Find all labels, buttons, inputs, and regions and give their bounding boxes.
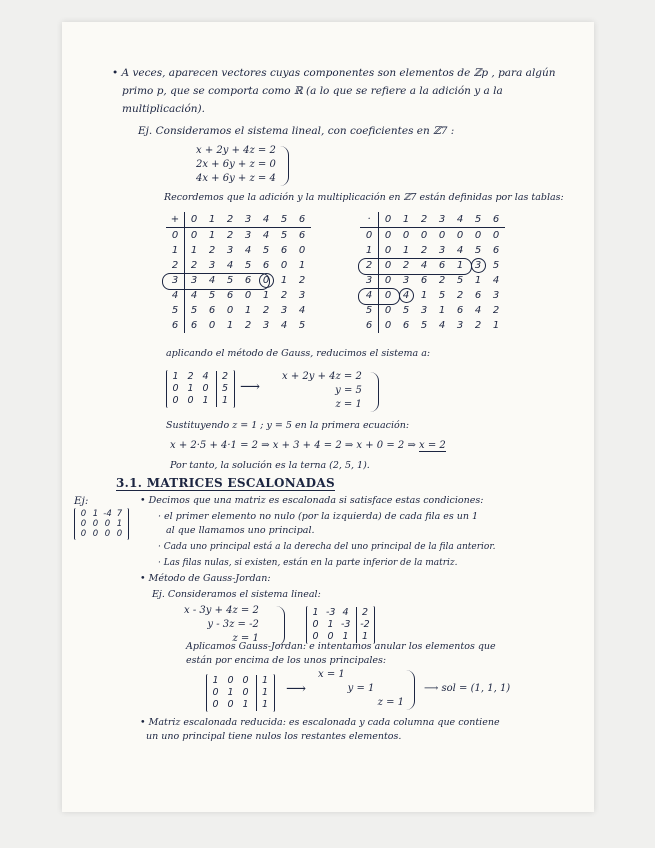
table-cell: 2 bbox=[360, 258, 379, 273]
example1-system bbox=[196, 144, 276, 186]
matrix-entry: 1 bbox=[312, 607, 319, 618]
table-cell: 0 bbox=[190, 230, 198, 241]
matrix-entry: 0 bbox=[172, 383, 179, 394]
table-cell: 5 bbox=[244, 260, 252, 271]
table-cell: 4 bbox=[492, 275, 500, 286]
matrix-row bbox=[211, 675, 270, 687]
matrix-entry: 1 bbox=[92, 509, 99, 519]
row-highlight bbox=[162, 273, 270, 290]
substitution-calc bbox=[170, 439, 446, 453]
matrix-row bbox=[79, 529, 124, 539]
table-cell: 6 bbox=[280, 245, 288, 256]
table-cell: 0 bbox=[166, 228, 185, 244]
table-cell: 4 bbox=[226, 260, 234, 271]
matrix-entry: 1 bbox=[212, 675, 219, 686]
table-cell: 4 bbox=[244, 245, 252, 256]
calc-text: x + 2·5 + 4·1 = 2 ⇒ x + 3 + 4 = 2 ⇒ x + 0 = 2 ⇒ bbox=[170, 440, 416, 451]
table-cell: 3 bbox=[360, 273, 379, 288]
intro-line-1: • A veces, aparecen vectores cuyas componentes son elementos de ℤp , para algún bbox=[112, 67, 556, 79]
matrix-entry: 7 bbox=[116, 509, 123, 519]
table-cell: 2 bbox=[456, 290, 464, 301]
table-cell: 0 bbox=[208, 320, 216, 331]
solution-system bbox=[318, 668, 404, 710]
example2-title: Ej. Consideramos el sistema lineal: bbox=[152, 589, 321, 600]
matrix-row bbox=[79, 519, 124, 529]
table-row bbox=[166, 303, 311, 318]
table-cell: 2 bbox=[280, 290, 288, 301]
table-cell: 2 bbox=[190, 260, 198, 271]
table-cell: 4 bbox=[438, 320, 446, 331]
table-cell: 1 bbox=[360, 243, 379, 258]
matrix-entry: 1 bbox=[356, 631, 370, 643]
matrix-entry: -2 bbox=[356, 619, 370, 631]
equation: 4x + 6y + z = 4 bbox=[196, 173, 276, 184]
table-cell: 0 bbox=[384, 230, 392, 241]
table-cell: 4 bbox=[166, 288, 185, 303]
table-cell: 6 bbox=[293, 212, 311, 228]
circled-value: 4 bbox=[399, 288, 414, 303]
table-cell: 0 bbox=[384, 290, 392, 301]
reduced-echelon-matrix bbox=[206, 674, 275, 712]
apply-text-2: están por encima de los unos principales: bbox=[186, 655, 387, 666]
table-cell: 5 bbox=[275, 212, 293, 228]
matrix-entry: 0 bbox=[242, 675, 249, 686]
matrix-row bbox=[211, 699, 270, 711]
table-row bbox=[166, 243, 311, 258]
intro-line-2: primo p, que se comporta como ℝ (a lo que se refiere a la adición y a la bbox=[122, 85, 503, 97]
table-cell: 3 bbox=[433, 212, 451, 228]
table-cell: 4 bbox=[456, 245, 464, 256]
table-cell: 5 bbox=[190, 305, 198, 316]
table-cell: 2 bbox=[244, 320, 252, 331]
condition-3: · Las filas nulas, si existen, están en la parte inferior de la matriz. bbox=[158, 558, 458, 568]
table-cell: 0 bbox=[379, 212, 398, 228]
matrix-row bbox=[311, 607, 370, 619]
table-cell: 5 bbox=[298, 320, 306, 331]
equation: y = 1 bbox=[347, 683, 375, 694]
table-cell: 2 bbox=[415, 212, 433, 228]
table-cell: 2 bbox=[402, 260, 410, 271]
table-cell: 0 bbox=[298, 245, 306, 256]
matrix-entry: 0 bbox=[172, 395, 179, 406]
table-cell: 3 bbox=[226, 245, 234, 256]
matrix-entry: 0 bbox=[327, 631, 334, 642]
table-cell: 1 bbox=[456, 260, 464, 271]
table-cell: 6 bbox=[244, 275, 252, 286]
matrix-row bbox=[171, 383, 230, 395]
table-cell: 0 bbox=[456, 230, 464, 241]
matrix-entry: 0 bbox=[80, 509, 87, 519]
equation: x + 2y + 4z = 2 bbox=[196, 145, 276, 156]
table-row bbox=[166, 258, 311, 273]
table-cell: 2 bbox=[438, 275, 446, 286]
table-cell: 4 bbox=[280, 320, 288, 331]
matrix-entry: 0 bbox=[92, 519, 99, 529]
table-cell: 1 bbox=[262, 290, 270, 301]
table-cell: 5 bbox=[360, 303, 379, 318]
matrix-entry: 1 bbox=[256, 675, 270, 687]
table-cell: 2 bbox=[262, 305, 270, 316]
table-cell: 1 bbox=[474, 275, 482, 286]
table-header-row bbox=[166, 212, 311, 228]
table-cell: 4 bbox=[208, 275, 216, 286]
table-cell: 6 bbox=[456, 305, 464, 316]
table-cell: 3 bbox=[280, 305, 288, 316]
table-row bbox=[360, 318, 505, 333]
equation: z = 1 bbox=[232, 633, 259, 644]
result-x: x = 2 bbox=[419, 440, 446, 451]
table-cell: 2 bbox=[492, 305, 500, 316]
table-cell: 0 bbox=[226, 305, 234, 316]
table-cell: 5 bbox=[456, 275, 464, 286]
matrix-entry: -3 bbox=[326, 607, 336, 618]
table-cell: 0 bbox=[438, 230, 446, 241]
reduced-matrix bbox=[166, 370, 235, 408]
table-cell: 2 bbox=[474, 320, 482, 331]
arrow: ⟶ bbox=[286, 681, 307, 697]
table-cell: 1 bbox=[190, 245, 198, 256]
table-cell: 0 bbox=[492, 230, 500, 241]
example-echelon-matrix bbox=[74, 508, 129, 540]
table-cell: 5 bbox=[492, 260, 500, 271]
matrix-entry: 1 bbox=[227, 687, 234, 698]
table-row bbox=[166, 228, 311, 244]
equation: x - 3y + 4z = 2 bbox=[184, 605, 259, 616]
example2-matrix bbox=[306, 606, 375, 644]
matrix-entry: 0 bbox=[202, 383, 209, 394]
table-cell: 0 bbox=[244, 290, 252, 301]
matrix-entry: 0 bbox=[212, 699, 219, 710]
matrix-entry: 2 bbox=[187, 371, 194, 382]
condition-1b: al que llamamos uno principal. bbox=[166, 525, 315, 536]
matrix-entry: 0 bbox=[116, 529, 123, 539]
table-cell: 3 bbox=[239, 212, 257, 228]
matrix-entry: 0 bbox=[227, 675, 234, 686]
substitution-text: Sustituyendo z = 1 ; y = 5 en la primera ecuación: bbox=[166, 420, 410, 431]
table-row bbox=[166, 318, 311, 333]
matrix-entry: -3 bbox=[341, 619, 351, 630]
matrix-entry: 0 bbox=[312, 631, 319, 642]
matrix-entry: 0 bbox=[80, 529, 87, 539]
table-cell: 4 bbox=[298, 305, 306, 316]
table-cell: 0 bbox=[384, 320, 392, 331]
matrix-entry: 5 bbox=[216, 383, 230, 395]
reduced-definition-1: • Matriz escalonada reducida: es escalonada y cada columna que contiene bbox=[140, 717, 500, 728]
table-cell: 3 bbox=[492, 290, 500, 301]
equation: z = 1 bbox=[377, 697, 404, 708]
table-cell: 3 bbox=[244, 230, 252, 241]
table-cell: 6 bbox=[208, 305, 216, 316]
table-cell: 1 bbox=[208, 230, 216, 241]
reduced-system bbox=[282, 370, 362, 412]
matrix-entry: 1 bbox=[256, 699, 270, 711]
matrix-row bbox=[171, 395, 230, 407]
table-cell: 3 bbox=[402, 275, 410, 286]
matrix-entry: 1 bbox=[327, 619, 334, 630]
table-cell: 6 bbox=[474, 290, 482, 301]
matrix-entry: 1 bbox=[342, 631, 349, 642]
table-cell: 3 bbox=[166, 273, 185, 288]
matrix-entry: 1 bbox=[202, 395, 209, 406]
matrix-entry: 2 bbox=[356, 607, 370, 619]
table-cell: 0 bbox=[280, 260, 288, 271]
table-cell: 3 bbox=[438, 245, 446, 256]
equation: y - 3z = -2 bbox=[207, 619, 259, 630]
matrix-entry: 1 bbox=[256, 687, 270, 699]
table-cell: 3 bbox=[456, 320, 464, 331]
table-cell: 3 bbox=[420, 305, 428, 316]
table-row bbox=[360, 243, 505, 258]
matrix-entry: 0 bbox=[80, 519, 87, 529]
table-cell: 3 bbox=[298, 290, 306, 301]
table-cell: 3 bbox=[208, 260, 216, 271]
table-cell: 4 bbox=[257, 212, 275, 228]
table-cell: 5 bbox=[402, 305, 410, 316]
table-cell: 1 bbox=[397, 212, 415, 228]
matrix-entry: 4 bbox=[202, 371, 209, 382]
section-title bbox=[116, 476, 335, 490]
matrix-entry: 1 bbox=[242, 699, 249, 710]
matrix-row bbox=[79, 509, 124, 519]
table-cell: 1 bbox=[166, 243, 185, 258]
gauss-jordan-bullet: • Método de Gauss-Jordan: bbox=[140, 573, 271, 584]
table-cell: 4 bbox=[474, 305, 482, 316]
equation: x + 2y + 4z = 2 bbox=[282, 371, 362, 382]
matrix-entry: 0 bbox=[187, 395, 194, 406]
example1-title: Ej. Consideramos el sistema lineal, con coeficientes en ℤ7 : bbox=[138, 125, 455, 137]
table-cell: 6 bbox=[492, 245, 500, 256]
matrix-entry: 1 bbox=[172, 371, 179, 382]
reduced-definition-2: un uno principal tiene nulos los restantes elementos. bbox=[146, 731, 402, 742]
table-cell: 2 bbox=[298, 275, 306, 286]
table-cell: 0 bbox=[384, 260, 392, 271]
table-cell: 6 bbox=[360, 318, 379, 333]
table-cell: 0 bbox=[402, 230, 410, 241]
equation: x = 1 bbox=[318, 669, 345, 680]
table-cell: 6 bbox=[402, 320, 410, 331]
table-cell: 6 bbox=[487, 212, 505, 228]
table-cell: 2 bbox=[208, 245, 216, 256]
table-cell: 1 bbox=[438, 305, 446, 316]
table-cell: 3 bbox=[190, 275, 198, 286]
table-cell: 2 bbox=[420, 245, 428, 256]
equation: 2x + 6y + z = 0 bbox=[196, 159, 276, 170]
matrix-entry: 0 bbox=[104, 529, 111, 539]
table-header-row bbox=[360, 212, 505, 228]
condition-2: · Cada uno principal está a la derecha del uno principal de la fila anterior. bbox=[158, 542, 496, 552]
table-row bbox=[166, 288, 311, 303]
table-cell: 5 bbox=[420, 320, 428, 331]
table-cell: 1 bbox=[226, 320, 234, 331]
table-cell: 6 bbox=[420, 275, 428, 286]
table-cell: · bbox=[360, 212, 379, 228]
definition-bullet: • Decimos que una matriz es escalonada si satisface estas condiciones: bbox=[140, 495, 484, 506]
table-cell: 1 bbox=[280, 275, 288, 286]
table-cell: 5 bbox=[208, 290, 216, 301]
ej-label: Ej: bbox=[74, 495, 89, 507]
section-title-text: 3.1. MATRICES ESCALONADAS bbox=[116, 476, 335, 490]
matrix-entry: 0 bbox=[242, 687, 249, 698]
apply-text-1: Aplicamos Gauss-Jordan: e intentamos anular los elementos que bbox=[186, 641, 496, 652]
table-cell: 5 bbox=[474, 245, 482, 256]
row-highlight bbox=[358, 288, 400, 305]
tables-intro: Recordemos que la adición y la multiplicación en ℤ7 están definidas por las tablas: bbox=[164, 192, 564, 203]
table-cell: 0 bbox=[360, 228, 379, 244]
solution: ⟶ sol = (1, 1, 1) bbox=[424, 683, 511, 694]
matrix-entry: 0 bbox=[92, 529, 99, 539]
table-cell: 6 bbox=[190, 320, 198, 331]
table-cell: 2 bbox=[166, 258, 185, 273]
table-cell: 1 bbox=[402, 245, 410, 256]
table-cell: 0 bbox=[384, 245, 392, 256]
table-cell: 6 bbox=[226, 290, 234, 301]
table-cell: 4 bbox=[360, 288, 379, 303]
table-cell: 1 bbox=[244, 305, 252, 316]
intro-line-3: multiplicación). bbox=[122, 103, 205, 115]
table-cell: 6 bbox=[298, 230, 306, 241]
table-cell: 1 bbox=[298, 260, 306, 271]
table-cell: 1 bbox=[420, 290, 428, 301]
table-cell: 6 bbox=[262, 260, 270, 271]
condition-1a: · el primer elemento no nulo (por la izquierda) de cada fila es un 1 bbox=[158, 511, 479, 522]
matrix-entry: 0 bbox=[104, 519, 111, 529]
table-cell: 0 bbox=[474, 230, 482, 241]
matrix-row bbox=[171, 371, 230, 383]
circled-value: 0 bbox=[259, 273, 274, 288]
system-brace bbox=[280, 146, 289, 186]
table-cell: 5 bbox=[469, 212, 487, 228]
table-cell: 1 bbox=[203, 212, 221, 228]
system-brace bbox=[406, 670, 415, 710]
table-cell: 0 bbox=[420, 230, 428, 241]
matrix-entry: 1 bbox=[216, 395, 230, 407]
table-cell: 5 bbox=[166, 303, 185, 318]
matrix-entry: 0 bbox=[312, 619, 319, 630]
matrix-entry: 4 bbox=[342, 607, 349, 618]
matrix-row bbox=[211, 687, 270, 699]
table-row bbox=[360, 273, 505, 288]
table-cell: 6 bbox=[166, 318, 185, 333]
table-cell: 3 bbox=[262, 320, 270, 331]
gauss-text: aplicando el método de Gauss, reducimos el sistema a: bbox=[166, 348, 431, 359]
conclusion: Por tanto, la solución es la terna (2, 5, 1). bbox=[170, 460, 370, 471]
table-row bbox=[360, 303, 505, 318]
matrix-entry: 0 bbox=[227, 699, 234, 710]
table-cell: 0 bbox=[384, 305, 392, 316]
equation: z = 1 bbox=[335, 399, 362, 410]
matrix-entry: 1 bbox=[116, 519, 123, 529]
arrow: ⟶ bbox=[240, 379, 261, 395]
table-cell: 4 bbox=[451, 212, 469, 228]
equation: y = 5 bbox=[335, 385, 362, 396]
table-cell: 1 bbox=[492, 320, 500, 331]
table-cell: 4 bbox=[420, 260, 428, 271]
table-cell: 5 bbox=[280, 230, 288, 241]
table-cell: 4 bbox=[262, 230, 270, 241]
table-cell: 2 bbox=[221, 212, 239, 228]
table-cell: + bbox=[166, 212, 185, 228]
table-cell: 4 bbox=[190, 290, 198, 301]
row-highlight bbox=[358, 258, 472, 275]
table-row bbox=[360, 228, 505, 244]
table-cell: 0 bbox=[185, 212, 204, 228]
system-brace bbox=[370, 372, 379, 412]
matrix-entry: 1 bbox=[187, 383, 194, 394]
table-cell: 5 bbox=[226, 275, 234, 286]
table-cell: 2 bbox=[226, 230, 234, 241]
table-cell: 0 bbox=[384, 275, 392, 286]
table-cell: 5 bbox=[262, 245, 270, 256]
circled-value: 3 bbox=[471, 258, 486, 273]
matrix-entry: 0 bbox=[212, 687, 219, 698]
matrix-entry: -4 bbox=[103, 509, 112, 519]
table-cell: 5 bbox=[438, 290, 446, 301]
matrix-entry: 2 bbox=[216, 371, 230, 383]
table-cell: 6 bbox=[438, 260, 446, 271]
matrix-row bbox=[311, 619, 370, 631]
